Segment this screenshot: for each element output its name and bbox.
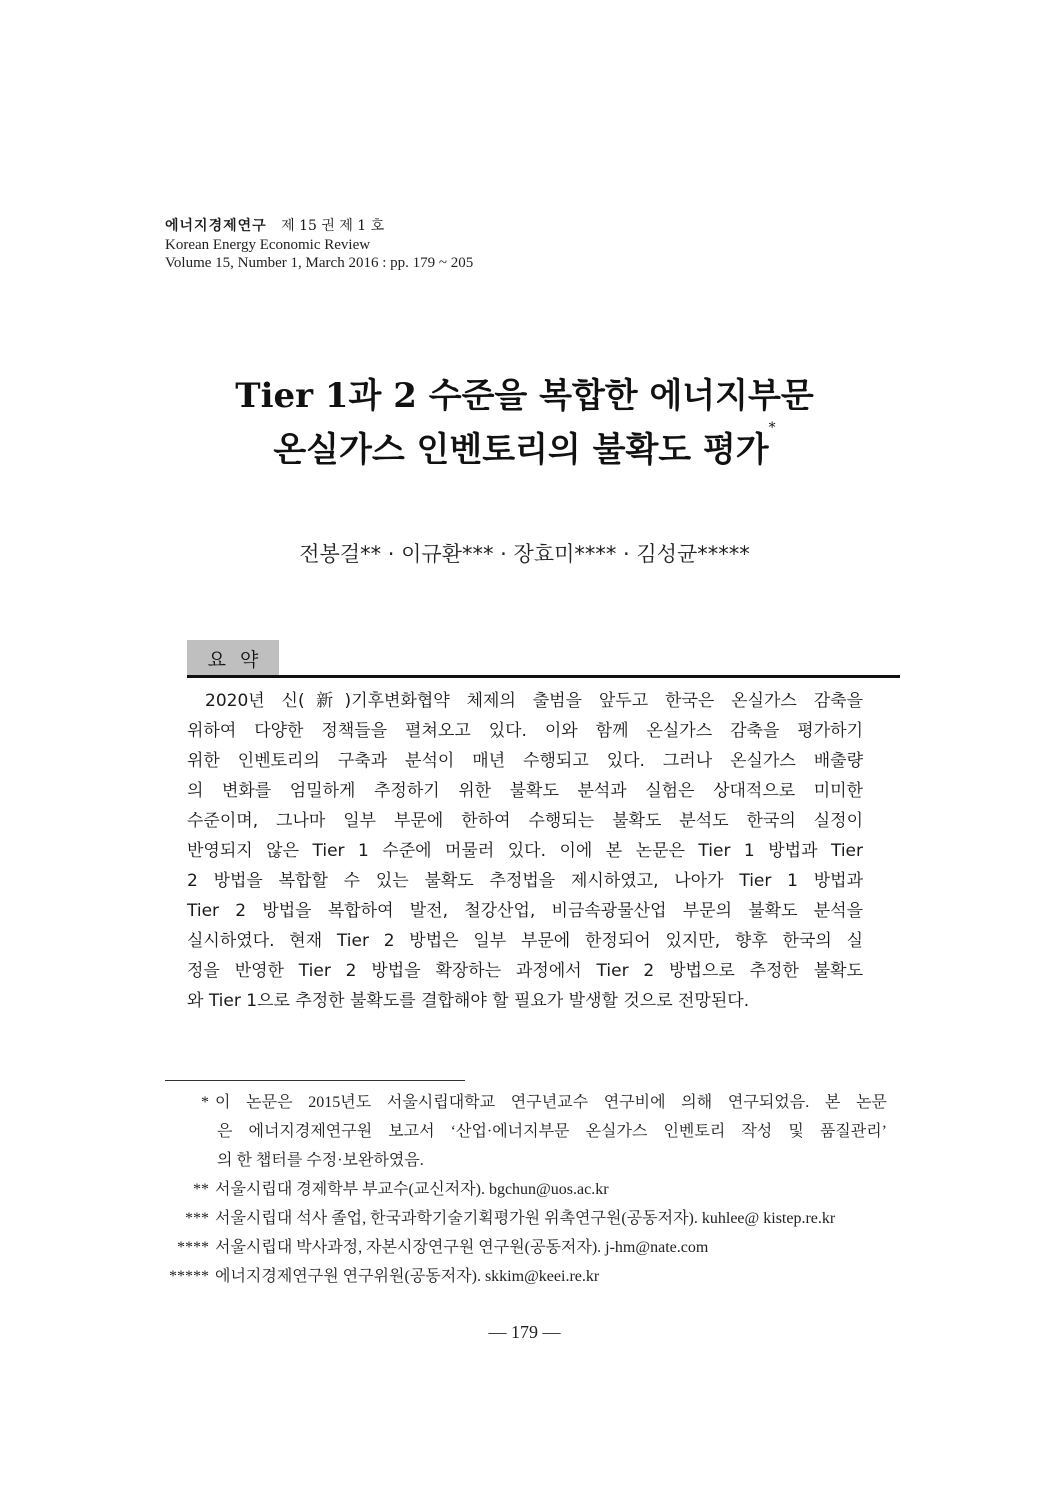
- footnotes: [165, 1088, 887, 1291]
- page-number: ― 179 ―: [488, 1322, 561, 1342]
- paper-title-line-2: [0, 422, 1049, 471]
- abstract-line: Tier 2 방법을 복합하여 발전, 철강산업, 비금속광물산업 부문의 불확도 분석을: [187, 901, 863, 921]
- footnote-item: [165, 1175, 887, 1204]
- journal-citation: Volume 15, Number 1, March 2016 : pp. 179 ~ 205: [165, 255, 474, 272]
- journal-name-korean: 에너지경제연구: [165, 218, 267, 234]
- footnote-marker: *: [201, 1094, 209, 1111]
- journal-volume-korean: 제 15 권 제 1 호: [281, 218, 385, 234]
- footnote-text: 의 한 챕터를 수정·보완하였음.: [217, 1152, 424, 1169]
- abstract-heading-box: [187, 640, 279, 676]
- footnote-item: [165, 1088, 887, 1117]
- footnote-item: [165, 1262, 887, 1291]
- abstract-body: [187, 686, 863, 1016]
- footnote-marker: ****: [177, 1239, 209, 1256]
- footnote-text: 에너지경제연구원 연구위원(공동저자). skkim@keei.re.kr: [215, 1268, 600, 1285]
- footnote-divider: [165, 1080, 465, 1081]
- footnote-text: 서울시립대 석사 졸업, 한국과학기술기획평가원 위촉연구원(공동저자). kuhlee@ kistep.re.kr: [215, 1210, 836, 1227]
- footnote-marker: **: [193, 1181, 209, 1198]
- journal-name-english: Korean Energy Economic Review: [165, 236, 371, 253]
- abstract-line: 위하여 다양한 정책들을 펼쳐오고 있다. 이와 함께 온실가스 감축을 평가하기: [187, 721, 863, 741]
- abstract-line: 수준이며, 그나마 일부 부문에 한하여 수행되는 불확도 분석도 한국의 실정이: [187, 811, 863, 831]
- footnote-marker: *****: [169, 1268, 209, 1285]
- footnote-marker: ***: [185, 1210, 209, 1227]
- author-list: 전봉걸** · 이규환*** · 장효미**** · 김성균*****: [299, 542, 750, 566]
- footnote-text: 서울시립대 박사과정, 자본시장연구원 연구원(공동저자). j-hm@nate.com: [215, 1239, 709, 1256]
- abstract-line: 와 Tier 1으로 추정한 불확도를 결합해야 할 필요가 발생할 것으로 전망된다.: [187, 991, 750, 1011]
- footnote-item: [165, 1233, 887, 1262]
- abstract-line: 반영되지 않은 Tier 1 수준에 머물러 있다. 이에 본 논문은 Tier 1 방법과 Tier: [187, 841, 863, 861]
- journal-header: [165, 218, 473, 273]
- title-footnote-marker: *: [768, 420, 776, 436]
- abstract-heading: 요약: [207, 648, 273, 671]
- abstract-line: 실시하였다. 현재 Tier 2 방법은 일부 부문에 한정되어 있지만, 향후 한국의 실: [187, 931, 863, 951]
- abstract-line: 정을 반영한 Tier 2 방법을 확장하는 과정에서 Tier 2 방법으로 추정한 불확도: [187, 961, 863, 981]
- footnote-text: 은 에너지경제연구원 보고서 ‘산업·에너지부문 온실가스 인벤토리 작성 및 품질관리’: [217, 1123, 887, 1140]
- abstract-line: 위한 인벤토리의 구축과 분석이 매년 수행되고 있다. 그러나 온실가스 배출량: [187, 751, 863, 771]
- paper-title-line-2-text: 온실가스 인벤토리의 불확도 평가: [273, 430, 769, 470]
- footnote-item: [165, 1204, 887, 1233]
- abstract-line: 의 변화를 엄밀하게 추정하기 위한 불확도 분석과 실험은 상대적으로 미미한: [187, 781, 863, 801]
- abstract-divider: [187, 675, 900, 678]
- abstract-line: 2 방법을 복합할 수 있는 불확도 추정법을 제시하였고, 나아가 Tier 1 방법과: [187, 871, 863, 891]
- footnote-text: 서울시립대 경제학부 부교수(교신저자). bgchun@uos.ac.kr: [215, 1181, 609, 1198]
- footnote-text: 이 논문은 2015년도 서울시립대학교 연구년교수 연구비에 의해 연구되었음. 본 논문: [215, 1094, 887, 1111]
- abstract-line: 2020년 신(新)기후변화협약 체제의 출범을 앞두고 한국은 온실가스 감축을: [205, 691, 863, 711]
- paper-title-line-1: Tier 1과 2 수준을 복합한 에너지부문: [235, 376, 814, 416]
- journal-line: [165, 218, 473, 236]
